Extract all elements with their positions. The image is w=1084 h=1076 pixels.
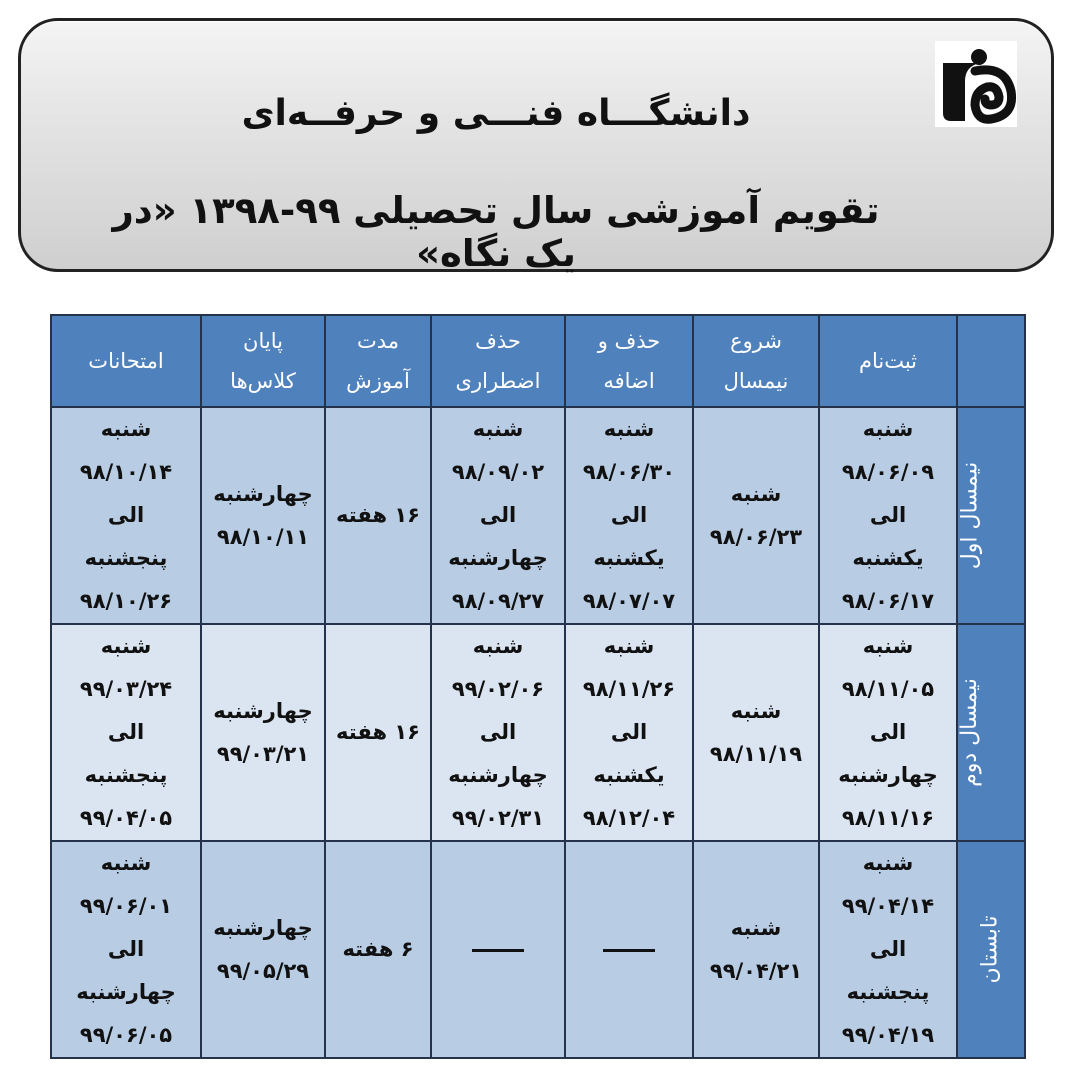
table-row-second-semester [51,624,1025,841]
university-logo-icon [935,41,1017,127]
column-header-duration: مدت آموزش [325,315,431,407]
column-header-add-drop: حذف و اضافه [565,315,693,407]
page-title: دانشگـــاه فنـــی و حرفــه‌ای [241,93,751,134]
cell-exams: شنبه ۹۹/۰۶/۰۱ الی چهارشنبه ۹۹/۰۶/۰۵ [51,841,201,1058]
cell-exams: شنبه ۹۹/۰۳/۲۴ الی پنجشنبه ۹۹/۰۴/۰۵ [51,624,201,841]
column-header-exams: امتحانات [51,315,201,407]
cell-semester-start: شنبه ۹۸/۱۱/۱۹ [693,624,819,841]
cell-add-drop-empty [565,841,693,1058]
cell-registration: شنبه ۹۹/۰۴/۱۴ الی پنجشنبه ۹۹/۰۴/۱۹ [819,841,957,1058]
page-subtitle: تقویم آموزشی سال تحصیلی ۹۹-۱۳۹۸ «در یک نگاه» [112,189,880,275]
column-header-registration: ثبت‌نام [819,315,957,407]
cell-emergency-drop-empty [431,841,565,1058]
corner-cell [957,315,1025,407]
column-header-semester-start: شروع نیمسال [693,315,819,407]
cell-registration: شنبه ۹۸/۱۱/۰۵ الی چهارشنبه ۹۸/۱۱/۱۶ [819,624,957,841]
cell-registration: شنبه ۹۸/۰۶/۰۹ الی یکشنبه ۹۸/۰۶/۱۷ [819,407,957,624]
cell-semester-start: شنبه ۹۸/۰۶/۲۳ [693,407,819,624]
table-row-first-semester [51,407,1025,624]
cell-classes-end: چهارشنبه ۹۹/۰۵/۲۹ [201,841,325,1058]
cell-duration: ۱۶ هفته [325,407,431,624]
cell-exams: شنبه ۹۸/۱۰/۱۴ الی پنجشنبه ۹۸/۱۰/۲۶ [51,407,201,624]
cell-duration: ۶ هفته [325,841,431,1058]
empty-dash [472,949,524,952]
cell-classes-end: چهارشنبه ۹۹/۰۳/۲۱ [201,624,325,841]
row-label-second-semester: نیمسال دوم [957,624,1025,841]
cell-emergency-drop: شنبه ۹۸/۰۹/۰۲ الی چهارشنبه ۹۸/۰۹/۲۷ [431,407,565,624]
header-banner [18,18,1054,275]
cell-classes-end: چهارشنبه ۹۸/۱۰/۱۱ [201,407,325,624]
column-header-classes-end: پایان کلاس‌ها [201,315,325,407]
cell-semester-start: شنبه ۹۹/۰۴/۲۱ [693,841,819,1058]
table-row-summer [51,841,1025,1058]
cell-duration: ۱۶ هفته [325,624,431,841]
row-label-first-semester: نیمسال اول [957,407,1025,624]
column-header-emergency-drop: حذف اضطراری [431,315,565,407]
table-header-row [51,315,1025,407]
cell-emergency-drop: شنبه ۹۹/۰۲/۰۶ الی چهارشنبه ۹۹/۰۲/۳۱ [431,624,565,841]
academic-calendar-table [50,314,1026,1059]
cell-add-drop: شنبه ۹۸/۱۱/۲۶ الی یکشنبه ۹۸/۱۲/۰۴ [565,624,693,841]
cell-add-drop: شنبه ۹۸/۰۶/۳۰ الی یکشنبه ۹۸/۰۷/۰۷ [565,407,693,624]
empty-dash [603,949,655,952]
row-label-summer: تابستان [957,841,1025,1058]
